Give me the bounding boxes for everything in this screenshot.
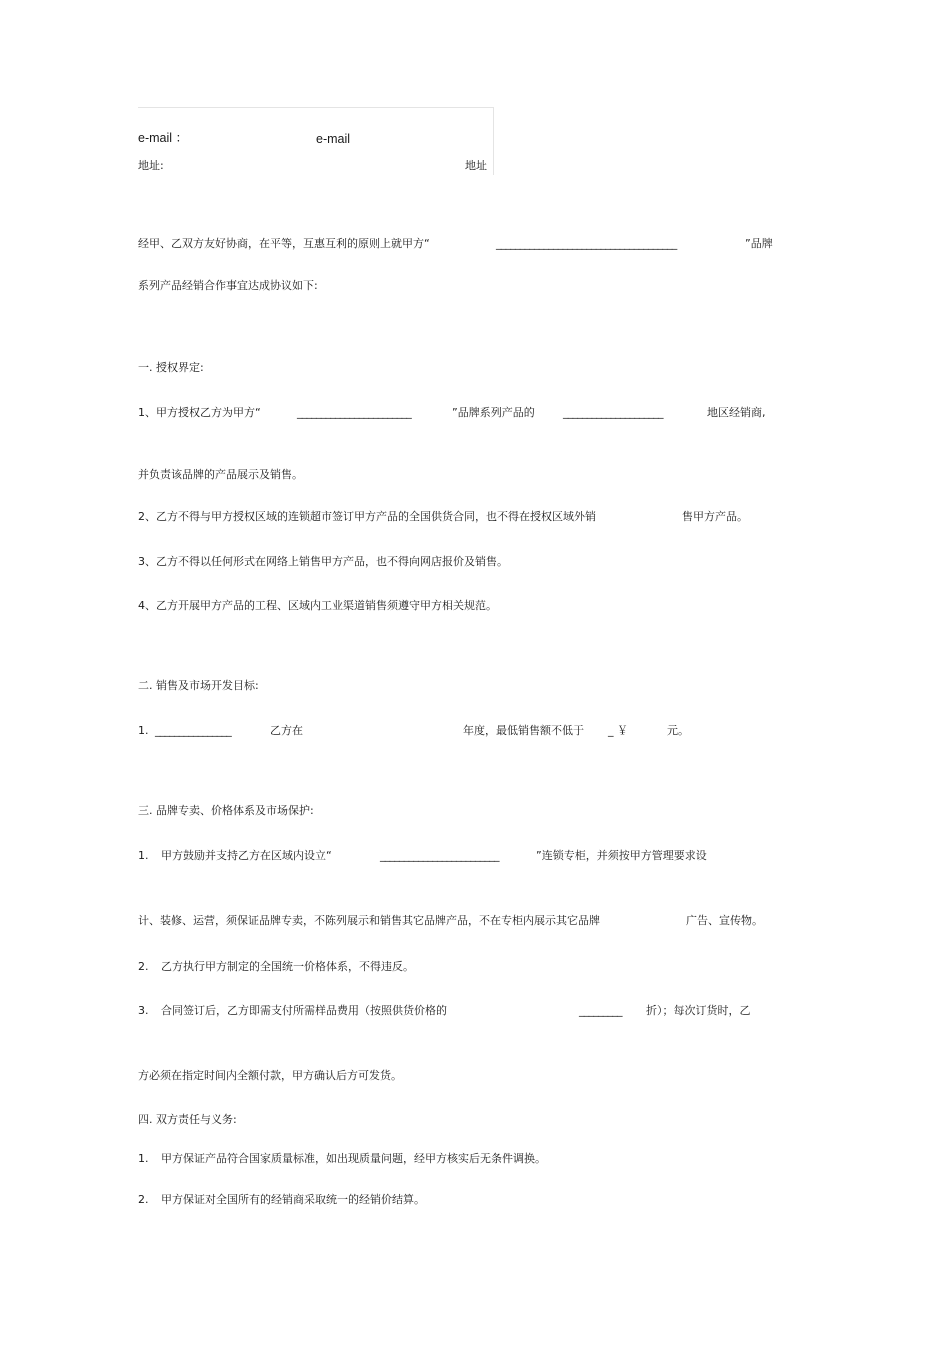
s3-item-1-number: 1. <box>138 849 149 862</box>
intro-line-1-suffix: ”品牌 <box>745 237 773 250</box>
s3-item-2-text: 乙方执行甲方制定的全国统一价格体系，不得违反。 <box>161 960 414 973</box>
address-label-party-b: 地址 <box>465 159 487 172</box>
s3-item-3-continuation: 方必须在指定时间内全额付款，甲方确认后方可发货。 <box>138 1069 402 1082</box>
s3-item-3-text-a: 合同签订后，乙方即需支付所需样品费用（按照供货价格的 <box>161 1004 447 1017</box>
s3-item-2-number: 2. <box>138 960 149 973</box>
s1-item-4: 4、乙方开展甲方产品的工程、区域内工业渠道销售须遵守甲方相关规范。 <box>138 599 497 612</box>
s1-item-3: 3、乙方不得以任何形式在网络上销售甲方产品，也不得向网店报价及销售。 <box>138 555 508 568</box>
s2-item-1-text-a: 乙方在 <box>270 724 303 737</box>
s4-item-2-text: 甲方保证对全国所有的经销商采取统一的经销价结算。 <box>161 1193 425 1206</box>
s3-item-1-counter-blank: _________________________ <box>380 849 499 862</box>
header-top-rule <box>138 107 494 108</box>
s2-item-1-amount-blank: _ ￥ <box>608 724 628 737</box>
email-label-party-a: e-mail ： <box>138 131 189 145</box>
s3-item-3-text-b: 折）；每次订货时，乙 <box>646 1004 751 1017</box>
s4-item-1-number: 1. <box>138 1152 149 1165</box>
s2-item-1-text-b: 年度，最低销售额不低于 <box>463 724 584 737</box>
s1-item-1-continuation: 并负责该品牌的产品展示及销售。 <box>138 468 303 481</box>
brand-name-blank: ______________________________________ <box>496 237 677 250</box>
s3-item-1-text-b: ”连锁专柜，并须按甲方管理要求设 <box>536 849 707 862</box>
s4-item-2-number: 2. <box>138 1193 149 1206</box>
section-2-title: 二. 销售及市场开发目标: <box>138 679 259 692</box>
s2-item-1-number: 1. <box>138 724 149 737</box>
s1-item-2-text-b: 售甲方产品。 <box>682 510 748 523</box>
s1-item-1-text-c: 地区经销商, <box>707 406 766 419</box>
email-label-party-b: e-mail <box>316 132 351 146</box>
s3-item-1-continuation-a: 计、装修、运营，须保证品牌专卖，不陈列展示和销售其它品牌产品，不在专柜内展示其它品牌 <box>138 914 600 927</box>
s2-item-1-text-d: 元。 <box>667 724 689 737</box>
s2-item-1-year-blank: ________________ <box>155 724 231 737</box>
section-3-title: 三. 品牌专卖、价格体系及市场保护: <box>138 804 314 817</box>
s3-item-3-number: 3. <box>138 1004 149 1017</box>
s1-item-1-brand-blank: ________________________ <box>297 406 411 419</box>
intro-line-2: 系列产品经销合作事宜达成协议如下: <box>138 279 318 292</box>
s3-item-3-discount-blank: _________ <box>579 1004 622 1017</box>
s3-item-1-text-a: 甲方鼓励并支持乙方在区域内设立“ <box>161 849 332 862</box>
s1-item-1-region-blank: _____________________ <box>563 406 663 419</box>
s1-item-1-text-a: 1、甲方授权乙方为甲方“ <box>138 406 261 419</box>
section-1-title: 一. 授权界定: <box>138 361 204 374</box>
header-right-rule <box>493 107 494 175</box>
s4-item-1-text: 甲方保证产品符合国家质量标准，如出现质量问题，经甲方核实后无条件调换。 <box>161 1152 546 1165</box>
intro-line-1-text: 经甲、乙双方友好协商，在平等，互惠互利的原则上就甲方“ <box>138 237 430 250</box>
section-4-title: 四. 双方责任与义务: <box>138 1113 237 1126</box>
s3-item-1-continuation-b: 广告、宣传物。 <box>686 914 763 927</box>
address-label-party-a: 地址: <box>138 159 164 172</box>
s1-item-2-text-a: 2、乙方不得与甲方授权区域的连锁超市签订甲方产品的全国供货合同，也不得在授权区域外销 <box>138 510 596 523</box>
s1-item-1-text-b: ”品牌系列产品的 <box>452 406 535 419</box>
